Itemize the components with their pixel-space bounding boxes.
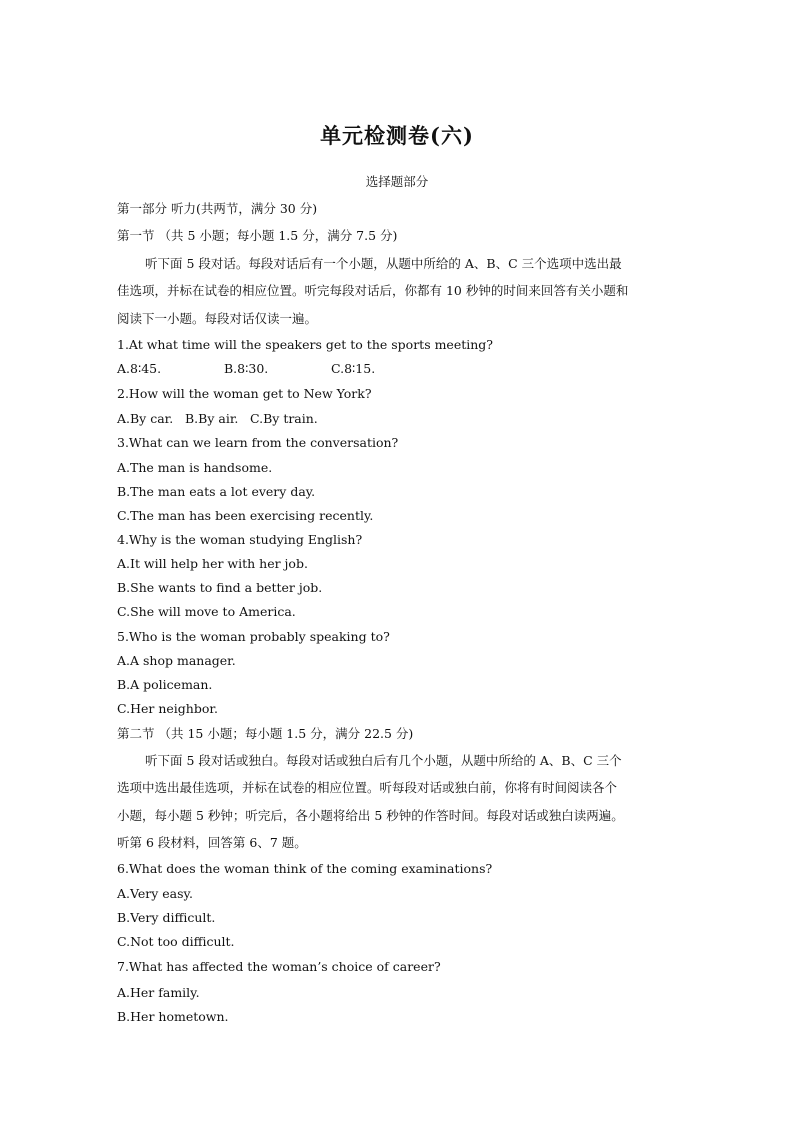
instructions2-line-2: 选项中选出最佳选项，并标在试卷的相应位置。听每段对话或独白前，你将有时间阅读各个: [117, 780, 618, 795]
question-7-option-b: B.Her hometown.: [117, 1009, 229, 1024]
question-3-option-a: A.The man is handsome.: [117, 460, 273, 475]
option-b: B.8∶30.: [224, 361, 269, 376]
question-3: 3.What can we learn from the conversation?: [117, 435, 399, 450]
question-4: 4.Why is the woman studying English?: [117, 532, 363, 547]
instructions-line-1: 听下面 5 段对话。每段对话后有一个小题，从题中所给的 A、B、C 三个选项中选出最: [145, 256, 622, 271]
instructions2-line-4: 听第 6 段材料，回答第 6、7 题。: [117, 835, 307, 850]
option-c: C.By train.: [250, 411, 318, 426]
question-5-option-b: B.A policeman.: [117, 677, 213, 692]
option-a: A.By car.: [117, 411, 174, 426]
question-1: 1.At what time will the speakers get to the sports meeting?: [117, 337, 494, 352]
question-2-options: [117, 411, 318, 427]
question-7: 7.What has affected the woman’s choice of career?: [117, 959, 441, 974]
question-4-option-a: A.It will help her with her job.: [117, 556, 308, 571]
question-5-option-c: C.Her neighbor.: [117, 701, 218, 716]
option-a: A.8∶45.: [117, 361, 162, 376]
option-b: B.By air.: [185, 411, 239, 426]
question-7-option-a: A.Her family.: [117, 985, 200, 1000]
question-3-option-b: B.The man eats a lot every day.: [117, 484, 316, 499]
question-5-option-a: A.A shop manager.: [117, 653, 236, 668]
instructions2-line-3: 小题，每小题 5 秒钟；听完后，各小题将给出 5 秒钟的作答时间。每段对话或独白读两遍。: [117, 808, 624, 823]
question-2: 2.How will the woman get to New York?: [117, 386, 372, 401]
question-5: 5.Who is the woman probably speaking to?: [117, 629, 390, 644]
question-6: 6.What does the woman think of the coming examinations?: [117, 861, 493, 876]
question-6-option-c: C.Not too difficult.: [117, 934, 235, 949]
option-c: C.8∶15.: [331, 361, 376, 376]
question-6-option-b: B.Very difficult.: [117, 910, 216, 925]
section-subtitle: 选择题部分: [365, 174, 429, 189]
instructions-line-3: 阅读下一小题。每段对话仅读一遍。: [117, 311, 318, 326]
question-1-options: [117, 361, 375, 377]
part1-heading: 第一部分 听力(共两节，满分 30 分): [117, 201, 318, 216]
instructions-line-2: 佳选项，并标在试卷的相应位置。听完每段对话后，你都有 10 秒钟的时间来回答有关小题和: [117, 283, 629, 298]
instructions2-line-1: 听下面 5 段对话或独白。每段对话或独白后有几个小题，从题中所给的 A、B、C 三个: [145, 753, 622, 768]
question-3-option-c: C.The man has been exercising recently.: [117, 508, 374, 523]
section1-heading: 第一节 （共 5 小题；每小题 1.5 分，满分 7.5 分): [117, 228, 398, 243]
section2-heading: 第二节 （共 15 小题；每小题 1.5 分，满分 22.5 分): [117, 726, 414, 741]
question-6-option-a: A.Very easy.: [117, 886, 193, 901]
question-4-option-c: C.She will move to America.: [117, 604, 296, 619]
page-title: 单元检测卷(六): [320, 123, 474, 148]
question-4-option-b: B.She wants to find a better job.: [117, 580, 323, 595]
